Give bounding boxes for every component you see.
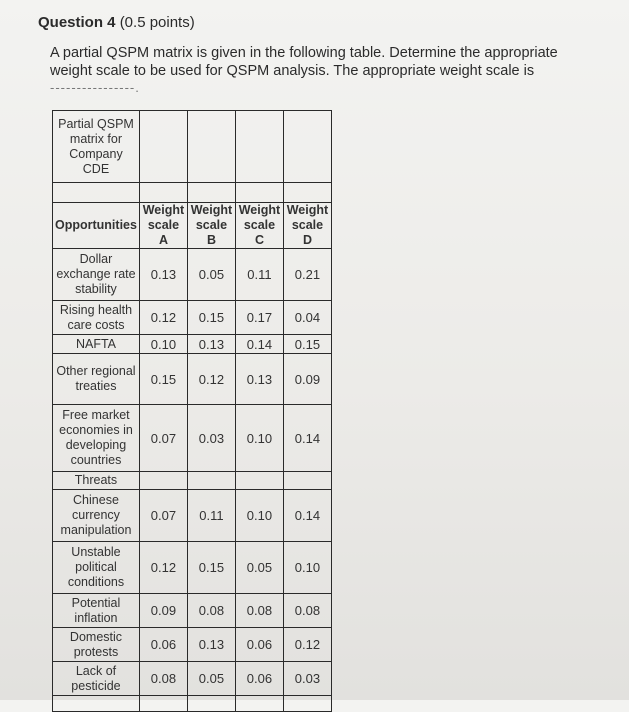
weight-cell: 0.13 bbox=[187, 628, 235, 662]
factor-label: Unstable political conditions bbox=[53, 542, 140, 594]
factor-label: Free market economies in developing countries bbox=[53, 405, 140, 472]
weight-cell: 0.08 bbox=[235, 594, 283, 628]
weight-cell: 0.12 bbox=[139, 542, 187, 594]
table-row bbox=[53, 183, 332, 203]
weight-cell: 0.13 bbox=[235, 354, 283, 405]
weight-cell: 0.06 bbox=[235, 662, 283, 696]
weight-cell: 0.12 bbox=[283, 628, 331, 662]
weight-cell: 0.14 bbox=[283, 490, 331, 542]
weight-cell: 0.15 bbox=[187, 542, 235, 594]
weight-cell: 0.07 bbox=[139, 490, 187, 542]
table-row bbox=[53, 490, 332, 542]
weight-cell: 0.10 bbox=[283, 542, 331, 594]
factor-label: Chinese currency manipulation bbox=[53, 490, 140, 542]
factor-label: NAFTA bbox=[53, 335, 140, 354]
weight-cell: 0.14 bbox=[235, 335, 283, 354]
weight-cell: 0.05 bbox=[235, 542, 283, 594]
table-row bbox=[53, 111, 332, 183]
weight-cell: 0.11 bbox=[187, 490, 235, 542]
weight-cell: 0.04 bbox=[283, 301, 331, 335]
weight-cell: 0.15 bbox=[139, 354, 187, 405]
weight-cell: 0.13 bbox=[187, 335, 235, 354]
table-row bbox=[53, 335, 332, 354]
weight-cell: 0.13 bbox=[139, 249, 187, 301]
qspm-table bbox=[52, 110, 332, 712]
weight-cell: 0.08 bbox=[283, 594, 331, 628]
weight-cell: 0.03 bbox=[283, 662, 331, 696]
weight-cell: 0.14 bbox=[283, 405, 331, 472]
answer-blank: ----------------. bbox=[50, 80, 140, 95]
table-row bbox=[53, 594, 332, 628]
weight-cell: 0.05 bbox=[187, 662, 235, 696]
factor-label: Other regional treaties bbox=[53, 354, 140, 405]
table-row bbox=[53, 354, 332, 405]
factor-label: Dollar exchange rate stability bbox=[53, 249, 140, 301]
question-title bbox=[38, 14, 195, 31]
weight-cell: 0.03 bbox=[187, 405, 235, 472]
weight-cell: 0.09 bbox=[139, 594, 187, 628]
table-row bbox=[53, 301, 332, 335]
weight-cell: 0.15 bbox=[283, 335, 331, 354]
column-header: Weight scale D bbox=[283, 203, 331, 249]
table-header-row bbox=[53, 203, 332, 249]
weight-cell: 0.10 bbox=[139, 335, 187, 354]
column-header: Weight scale B bbox=[187, 203, 235, 249]
factor-label: Lack of pesticide bbox=[53, 662, 140, 696]
question-points: (0.5 points) bbox=[119, 14, 195, 31]
weight-cell: 0.06 bbox=[235, 628, 283, 662]
table-caption: Partial QSPM matrix for Company CDE bbox=[53, 111, 140, 183]
table-row bbox=[53, 542, 332, 594]
weight-cell: 0.15 bbox=[187, 301, 235, 335]
weight-cell: 0.10 bbox=[235, 405, 283, 472]
table-row bbox=[53, 405, 332, 472]
weight-cell: 0.11 bbox=[235, 249, 283, 301]
column-header: Weight scale A bbox=[139, 203, 187, 249]
question-text: A partial QSPM matrix is given in the following table. Determine the appropriate weight scale to be used for QSPM analysis. The appropriate weight scale is bbox=[50, 45, 558, 79]
factor-label: Domestic protests bbox=[53, 628, 140, 662]
threats-header: Threats bbox=[53, 472, 140, 490]
weight-cell: 0.08 bbox=[139, 662, 187, 696]
weight-cell: 0.09 bbox=[283, 354, 331, 405]
table-row bbox=[53, 628, 332, 662]
table-row bbox=[53, 472, 332, 490]
table-row bbox=[53, 662, 332, 696]
weight-cell: 0.06 bbox=[139, 628, 187, 662]
weight-cell: 0.12 bbox=[139, 301, 187, 335]
question-number: Question 4 bbox=[38, 14, 116, 31]
weight-cell: 0.05 bbox=[187, 249, 235, 301]
weight-cell: 0.21 bbox=[283, 249, 331, 301]
factor-label: Rising health care costs bbox=[53, 301, 140, 335]
weight-cell: 0.17 bbox=[235, 301, 283, 335]
column-header: Weight scale C bbox=[235, 203, 283, 249]
weight-cell: 0.08 bbox=[187, 594, 235, 628]
table-row bbox=[53, 249, 332, 301]
opportunities-header: Opportunities bbox=[53, 203, 140, 249]
weight-cell: 0.12 bbox=[187, 354, 235, 405]
weight-cell: 0.10 bbox=[235, 490, 283, 542]
table-row bbox=[53, 696, 332, 712]
weight-cell: 0.07 bbox=[139, 405, 187, 472]
factor-label: Potential inflation bbox=[53, 594, 140, 628]
